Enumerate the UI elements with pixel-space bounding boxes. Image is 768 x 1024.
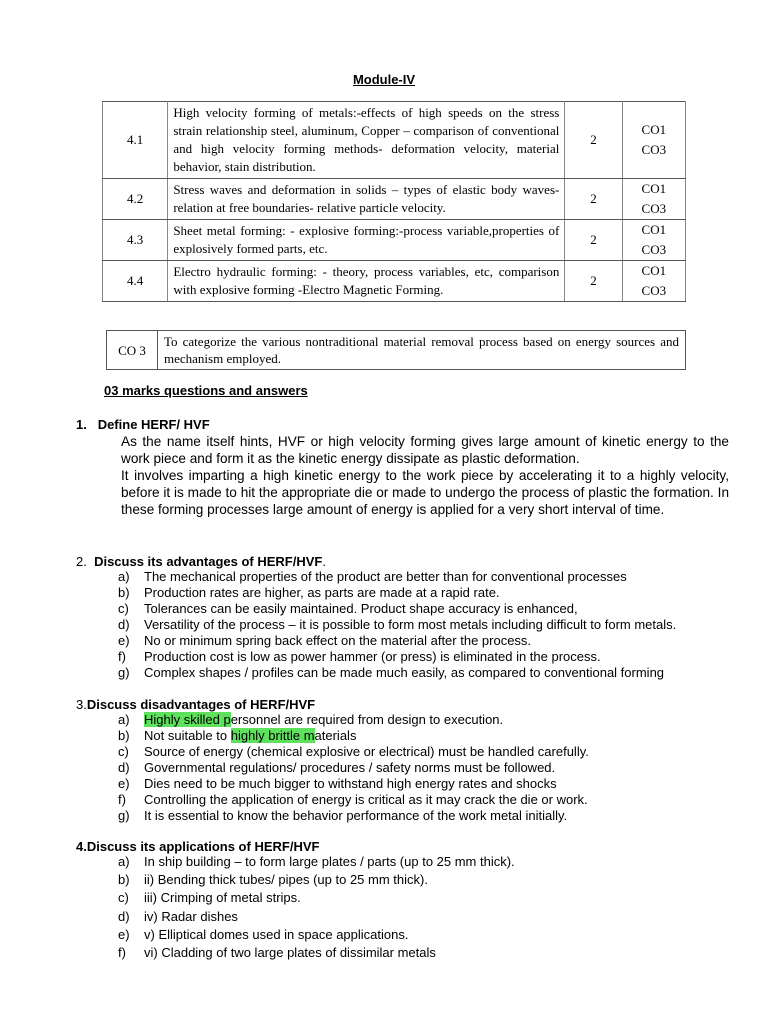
topic-hours: 2 xyxy=(565,261,622,302)
course-outcome-table xyxy=(106,330,686,370)
question-number: 2. xyxy=(76,554,87,569)
answer-paragraph: As the name itself hints, HVF or high velocity forming gives large amount of kinetic energy to the work piece and form it as the kinetic energy dissipate as plastic deformation. xyxy=(121,434,729,467)
list-item xyxy=(118,665,676,681)
list-text: ersonnel are required from design to execution. xyxy=(230,712,504,727)
list-label: f) xyxy=(118,649,126,664)
question-title: Discuss its applications of HERF/HVF xyxy=(86,839,320,854)
question-3-heading xyxy=(76,696,315,713)
topic-hours: 2 xyxy=(565,179,622,220)
list-text: ii) Bending thick tubes/ pipes (up to 25 mm thick). xyxy=(144,872,428,888)
list-item xyxy=(118,617,676,633)
list-item xyxy=(118,871,515,889)
table-row xyxy=(103,102,686,179)
table-row xyxy=(103,261,686,302)
list-item xyxy=(118,633,676,649)
list-label: c) xyxy=(118,890,129,906)
list-label: a) xyxy=(118,569,130,584)
co-label: CO1 xyxy=(641,263,667,278)
list-label: d) xyxy=(118,617,130,632)
co-label: CO1 xyxy=(641,122,667,137)
co-label: CO3 xyxy=(641,142,667,157)
list-label: d) xyxy=(118,908,130,924)
list-label: c) xyxy=(118,744,129,759)
topic-description: Sheet metal forming: - explosive forming:-process variable,properties of explosively formed parts, etc. xyxy=(168,220,565,261)
co-label: CO3 xyxy=(641,242,667,257)
list-text: iv) Radar dishes xyxy=(144,908,238,924)
list-label: e) xyxy=(118,926,130,942)
list-text: Source of energy (chemical explosive or electrical) must be handled carefully. xyxy=(144,744,589,759)
topic-number: 4.2 xyxy=(103,179,168,220)
question-2-heading xyxy=(76,553,326,570)
list-text: Governmental regulations/ procedures / safety norms must be followed. xyxy=(144,760,556,775)
table-row xyxy=(103,220,686,261)
question-title: Discuss disadvantages of HERF/HVF xyxy=(86,697,316,712)
list-text: Versatility of the process – it is possible to form most metals including difficult to form metals. xyxy=(144,617,677,632)
list-text: aterials xyxy=(314,728,357,743)
list-item xyxy=(118,585,676,601)
list-text: It is essential to know the behavior performance of the work metal initially. xyxy=(144,808,568,823)
qa-heading: 03 marks questions and answers xyxy=(104,383,308,398)
list-label: b) xyxy=(118,872,130,888)
list-label: e) xyxy=(118,633,130,648)
list-label: g) xyxy=(118,665,130,680)
list-item xyxy=(118,776,589,792)
list-item xyxy=(118,760,589,776)
question-title: Define HERF/ HVF xyxy=(97,417,210,432)
highlighted-text: Highly skilled p xyxy=(144,712,231,727)
list-text: The mechanical properties of the product are better than for conventional processes xyxy=(144,569,627,584)
list-text: Production cost is low as power hammer (or press) is eliminated in the process. xyxy=(144,649,601,664)
co-label: CO3 xyxy=(641,201,667,216)
co-label: CO1 xyxy=(641,222,667,237)
topic-number: 4.3 xyxy=(103,220,168,261)
list-text: In ship building – to form large plates / parts (up to 25 mm thick). xyxy=(144,854,515,869)
question-number: 3. xyxy=(76,697,87,712)
list-item xyxy=(118,944,515,962)
topic-number: 4.1 xyxy=(103,102,168,179)
list-item xyxy=(118,744,589,760)
list-text: vi) Cladding of two large plates of dissimilar metals xyxy=(144,945,436,961)
question-title: Discuss its advantages of HERF/HVF xyxy=(94,554,323,569)
list-label: f) xyxy=(118,792,126,807)
topic-co xyxy=(622,179,685,220)
list-text: v) Elliptical domes used in space applications. xyxy=(144,926,409,942)
list-item xyxy=(118,908,515,926)
list-text: Production rates are higher, as parts are made at a rapid rate. xyxy=(144,585,500,600)
list-label: e) xyxy=(118,776,130,791)
list-item xyxy=(118,712,589,728)
list-item xyxy=(118,728,589,744)
module-title: Module-IV xyxy=(352,72,416,87)
list-label: d) xyxy=(118,760,130,775)
advantages-list xyxy=(118,569,676,681)
topic-co xyxy=(622,220,685,261)
list-item xyxy=(118,601,676,617)
list-text: Complex shapes / profiles can be made much easily, as compared to conventional forming xyxy=(144,665,665,680)
topic-description: Stress waves and deformation in solids – types of elastic body waves- relation at free boundaries- relative particle velocity. xyxy=(168,179,565,220)
topic-description: High velocity forming of metals:-effects of high speeds on the stress strain relationship steel, aluminum, Copper – comparison of conventional and high velocity forming methods- deformation velocity, material behavior, stain distribution. xyxy=(168,102,565,179)
topic-description: Electro hydraulic forming: - theory, process variables, etc, comparison with explosive forming -Electro Magnetic Forming. xyxy=(168,261,565,302)
topic-hours: 2 xyxy=(565,102,622,179)
topic-co xyxy=(622,261,685,302)
list-label: a) xyxy=(118,712,130,727)
topic-number: 4.4 xyxy=(103,261,168,302)
question-1-heading xyxy=(76,416,210,433)
list-text: Dies need to be much bigger to withstand high energy rates and shocks xyxy=(144,776,557,791)
co-label: CO1 xyxy=(641,181,667,196)
list-text: Controlling the application of energy is critical as it may crack the die or work. xyxy=(144,792,588,807)
answer-paragraph: It involves imparting a high kinetic energy to the work piece by accelerating it to a highly velocity, before it is made to hit the appropriate die or made to undergo the process of plastic the formation. In these forming processes large amount of energy is applied for a very short interval of time. xyxy=(121,468,729,518)
question-number: 4. xyxy=(76,839,87,854)
list-text: Tolerances can be easily maintained. Product shape accuracy is enhanced, xyxy=(144,601,578,616)
list-label: b) xyxy=(118,728,130,743)
course-outcome-text: To categorize the various nontraditional material removal process based on energy sources and mechanism employed. xyxy=(158,331,686,370)
list-item xyxy=(118,792,589,808)
list-text: No or minimum spring back effect on the material after the process. xyxy=(144,633,532,648)
table-row xyxy=(107,331,686,370)
list-item xyxy=(118,808,589,824)
co-label: CO3 xyxy=(641,283,667,298)
list-item xyxy=(118,853,515,871)
list-label: b) xyxy=(118,585,130,600)
list-label: a) xyxy=(118,854,130,869)
list-item xyxy=(118,569,676,585)
question-number: 1. xyxy=(76,417,87,432)
highlighted-text: highly brittle m xyxy=(230,728,315,743)
list-item xyxy=(118,926,515,944)
list-label: c) xyxy=(118,601,129,616)
applications-list xyxy=(118,853,515,962)
list-text: iii) Crimping of metal strips. xyxy=(144,890,301,906)
syllabus-table xyxy=(102,101,686,302)
list-label: g) xyxy=(118,808,130,823)
disadvantages-list xyxy=(118,712,589,824)
list-item xyxy=(118,649,676,665)
list-text: Not suitable to xyxy=(144,728,231,743)
course-outcome-id: CO 3 xyxy=(107,331,158,370)
list-item xyxy=(118,889,515,907)
topic-co xyxy=(622,102,685,179)
table-row xyxy=(103,179,686,220)
question-title-suffix: . xyxy=(322,554,326,569)
topic-hours: 2 xyxy=(565,220,622,261)
list-label: f) xyxy=(118,945,126,961)
